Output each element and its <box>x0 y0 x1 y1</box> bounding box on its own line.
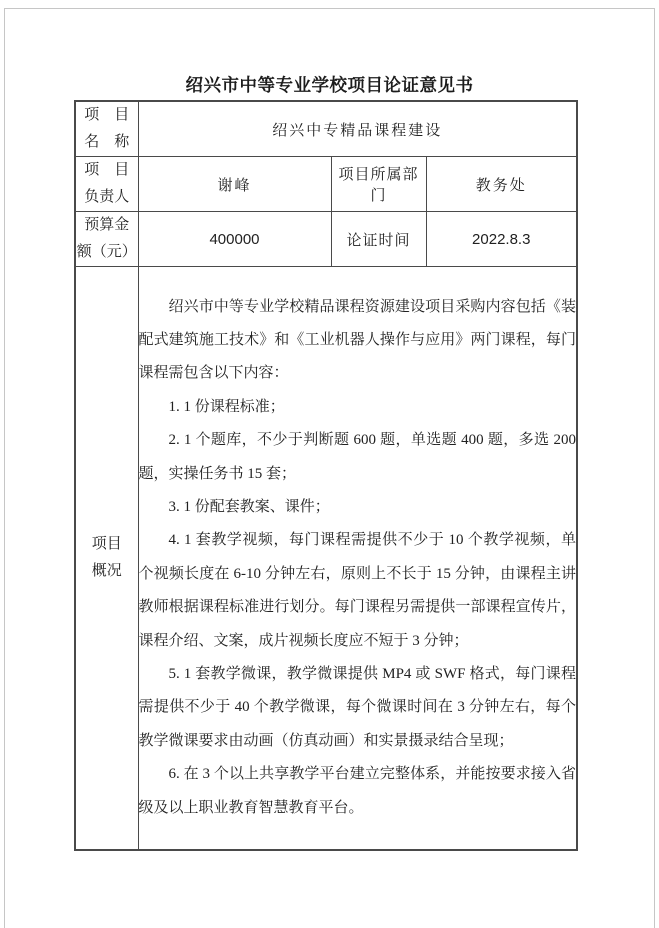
overview-paragraph-5: 4. 1 套教学视频，每门课程需提供不少于 10 个教学视频，单个视频长度在 6-10 分钟左右，原则上不长于 15 分钟，由课程主讲教师根据课程标准进行划分。每门课程另需提供一部课程宣传片，课程介绍、文案，成片视频长度应不短于 3 分钟； <box>138 532 576 649</box>
leader-label-line2: 负责人 <box>84 189 130 205</box>
document-page <box>4 8 655 928</box>
overview-paragraph-2: 1. 1 份课程标准； <box>168 398 285 415</box>
row-project-name <box>75 101 577 157</box>
overview-paragraph-1: 绍兴市中等专业学校精品课程资源建设项目采购内容包括《装配式建筑施工技术》和《工业机器人操作与应用》两门课程，每门课程需包含以下内容： <box>138 298 576 382</box>
department-label: 项目所属部门 <box>331 157 426 212</box>
overview-label <box>75 267 138 850</box>
row-budget-time <box>75 212 577 267</box>
overview-paragraph-3: 2. 1 个题库，不少于判断题 600 题，单选题 400 题，多选 200 题，实操任务书 15 套； <box>138 432 576 482</box>
overview-label-line1: 项目 <box>91 535 122 552</box>
project-name-value: 绍兴中专精品课程建设 <box>138 101 577 157</box>
project-name-label-line1: 项 目 <box>84 107 130 123</box>
overview-content <box>138 267 577 850</box>
row-leader-department <box>75 157 577 212</box>
project-name-label-line2: 名 称 <box>84 134 130 150</box>
budget-label-line2: 额（元） <box>76 244 137 260</box>
leader-label-line1: 项 目 <box>84 162 130 178</box>
budget-label <box>75 212 138 267</box>
overview-label-line2: 概况 <box>91 562 122 579</box>
overview-paragraph-7: 6. 在 3 个以上共享教学平台建立完整体系，并能按要求接入省级及以上职业教育智慧教育平台。 <box>138 766 576 816</box>
overview-paragraph-6: 5. 1 套教学微课，教学微课提供 MP4 或 SWF 格式，每门课程需提供不少于 40 个教学微课，每个微课时间在 3 分钟左右，每个教学微课要求由动画（仿真动画）和实景摄录结合呈现； <box>138 665 576 749</box>
budget-label-line1: 预算金 <box>84 217 130 233</box>
project-name-label <box>75 101 138 157</box>
leader-value: 谢峰 <box>138 157 331 212</box>
review-time-value: 2022.8.3 <box>426 212 577 267</box>
department-value: 教务处 <box>426 157 577 212</box>
leader-label <box>75 157 138 212</box>
overview-paragraph-4: 3. 1 份配套教案、课件； <box>168 498 330 515</box>
review-time-label: 论证时间 <box>331 212 426 267</box>
project-form-table <box>74 100 578 851</box>
row-overview <box>75 267 577 850</box>
document-title: 绍兴市中等专业学校项目论证意见书 <box>185 75 474 95</box>
budget-value: 400000 <box>138 212 331 267</box>
